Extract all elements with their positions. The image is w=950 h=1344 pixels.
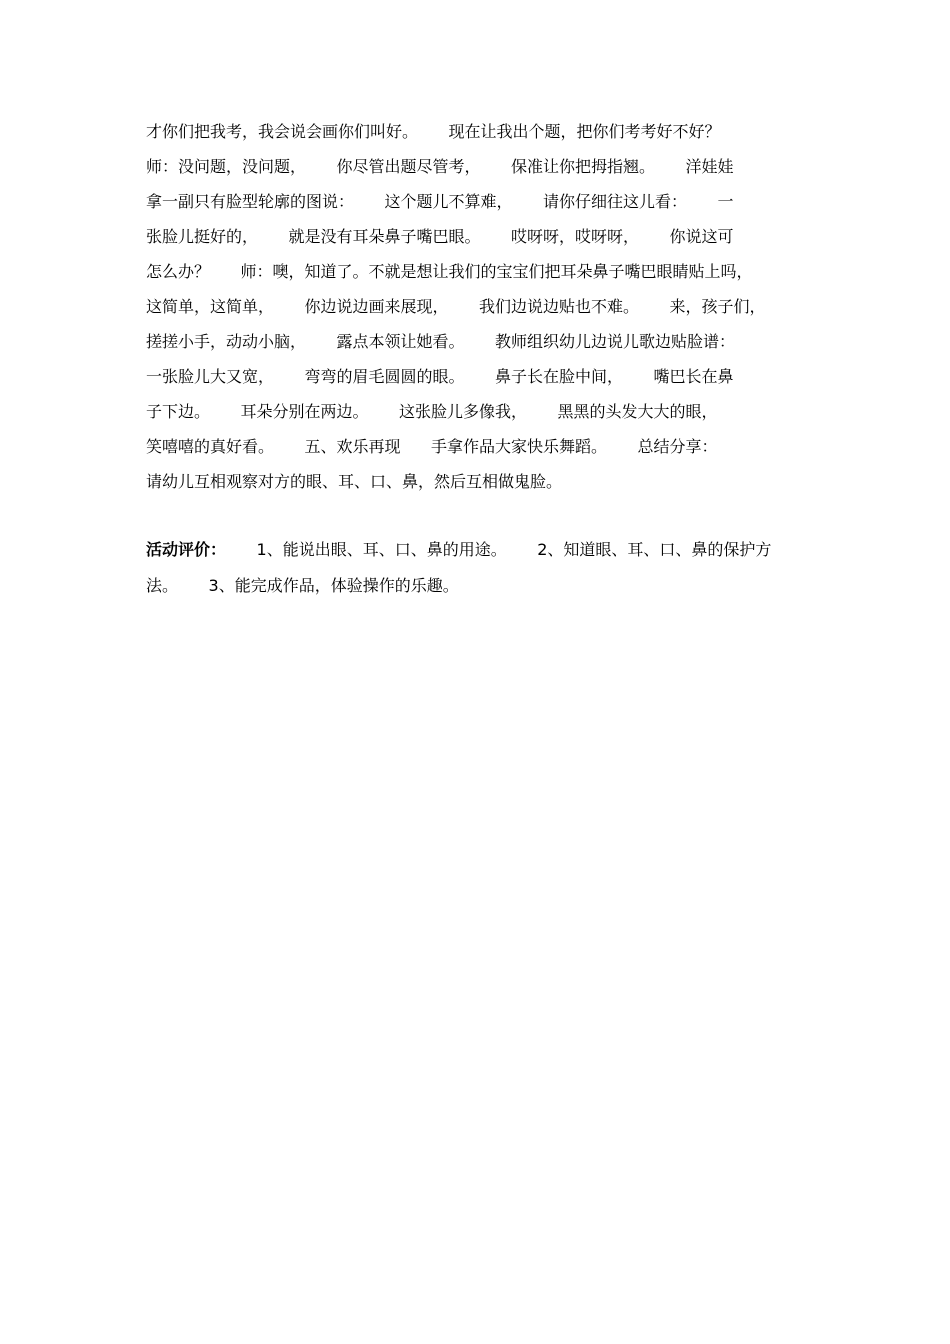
text-line-1: 才你们把我考，我会说会画你们叫好。 现在让我出个题，把你们考考好不好？ [146, 122, 721, 141]
text-line-7: 搓搓小手，动动小脑， 露点本领让她看。 教师组织幼儿边说儿歌边贴脸谱： [146, 332, 736, 351]
evaluation-items-1: 1、能说出眼、耳、口、鼻的用途。 2、知道眼、耳、口、鼻的保护方 [226, 540, 772, 559]
text-line-3: 拿一副只有脸型轮廓的图说： 这个题儿不算难， 请你仔细往这儿看： 一 [146, 192, 734, 211]
text-line-2: 师：没问题，没问题， 你尽管出题尽管考， 保准让你把拇指翘。 洋娃娃 [146, 157, 734, 176]
activity-evaluation [146, 540, 826, 612]
text-line-9: 子下边。 耳朵分别在两边。 这张脸儿多像我， 黑黑的头发大大的眼， [146, 402, 718, 421]
evaluation-line-1 [146, 540, 826, 560]
text-line-8: 一张脸儿大又宽， 弯弯的眉毛圆圆的眼。 鼻子长在脸中间， 嘴巴长在鼻 [146, 367, 734, 386]
evaluation-line-2: 法。 3、能完成作品，体验操作的乐趣。 [146, 576, 459, 595]
text-line-5: 怎么办？ 师：噢，知道了。不就是想让我们的宝宝们把耳朵鼻子嘴巴眼睛贴上吗， [146, 262, 753, 281]
text-line-4: 张脸儿挺好的， 就是没有耳朵鼻子嘴巴眼。 哎呀呀，哎呀呀， 你说这可 [146, 227, 734, 246]
evaluation-heading: 活动评价： [146, 540, 227, 559]
text-line-6: 这简单，这简单， 你边说边画来展现， 我们边说边贴也不难。 来，孩子们， [146, 297, 766, 316]
text-line-11: 请幼儿互相观察对方的眼、耳、口、鼻，然后互相做鬼脸。 [146, 472, 563, 491]
lesson-text-block [146, 122, 826, 507]
text-line-10: 笑嘻嘻的真好看。 五、欢乐再现 手拿作品大家快乐舞蹈。 总结分享： [146, 437, 718, 456]
